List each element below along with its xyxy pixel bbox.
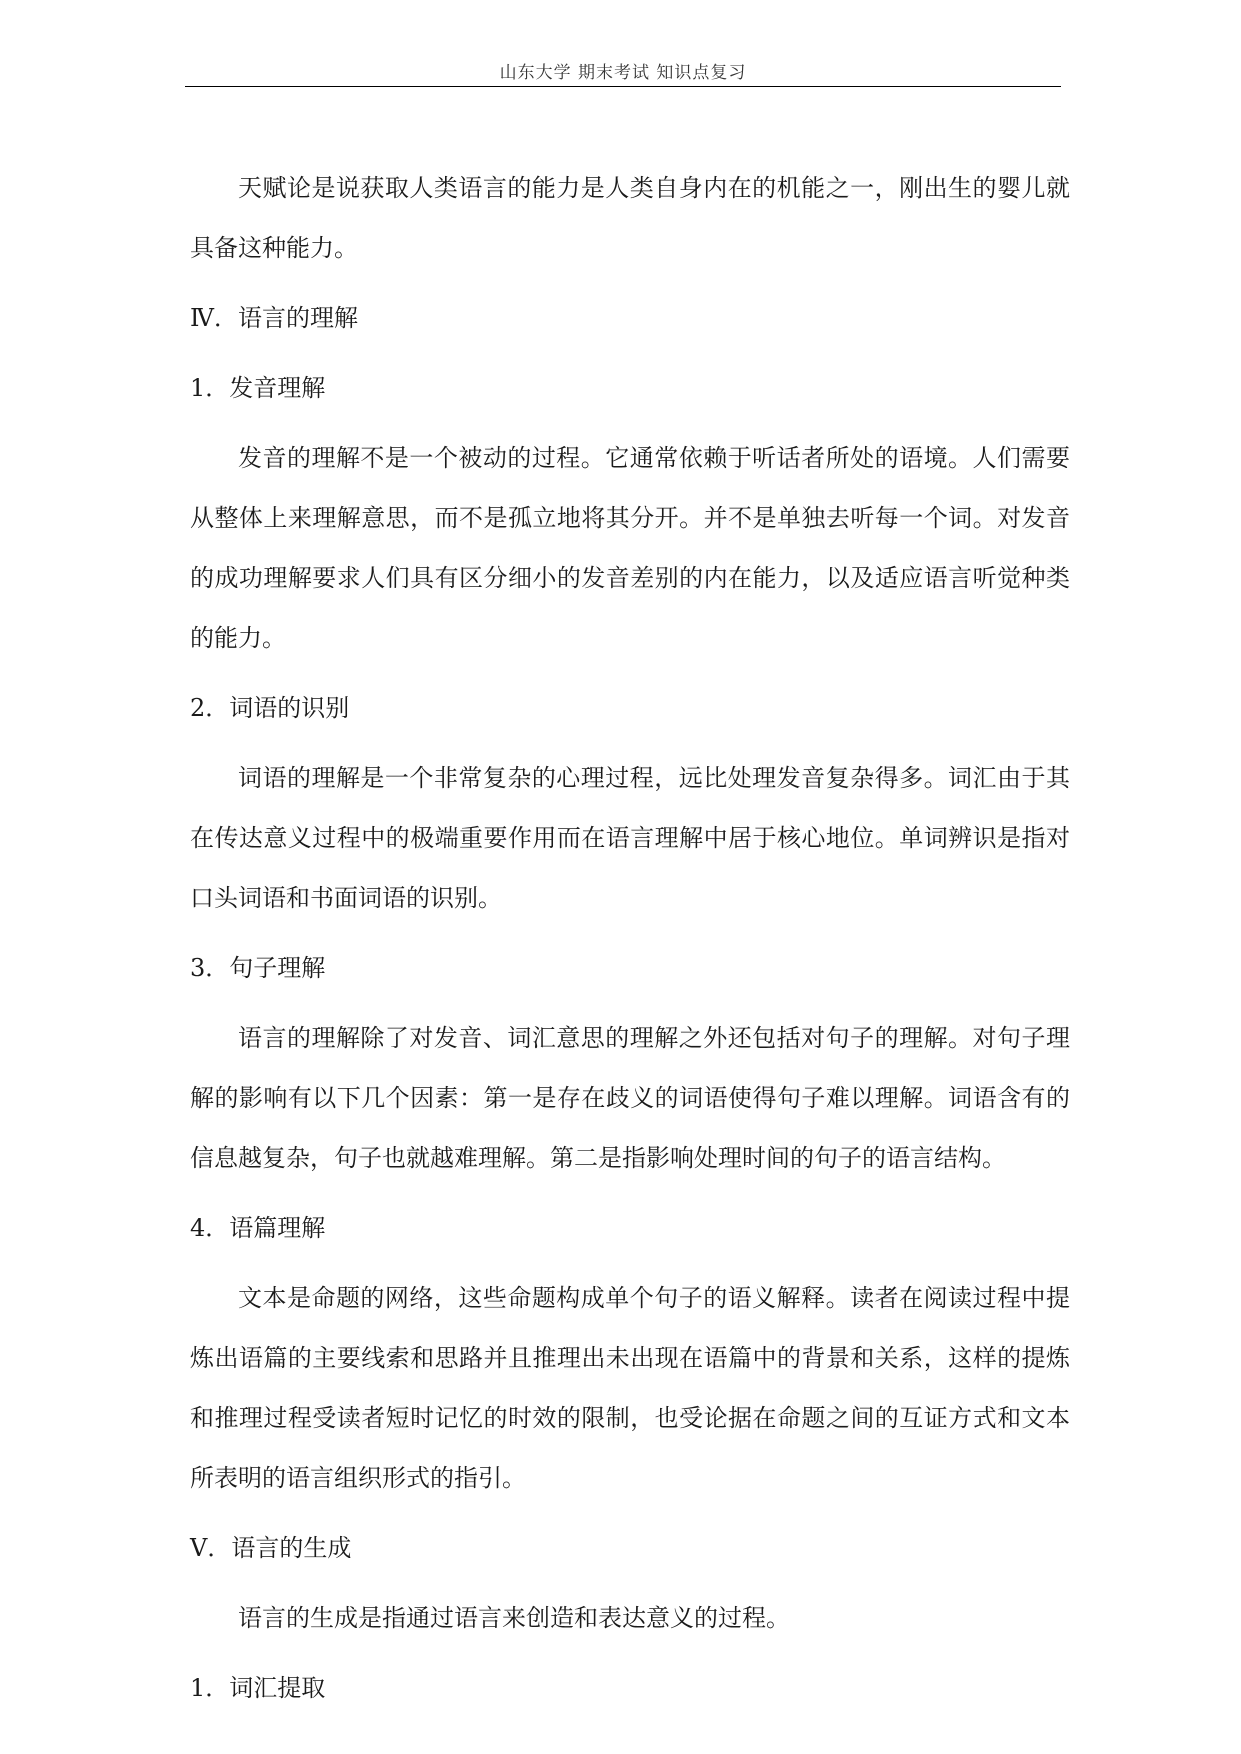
paragraph-sentence: 语言的理解除了对发音、词汇意思的理解之外还包括对句子的理解。对句子理解的影响有以下几个因素：第一是存在歧义的词语使得句子难以理解。词语含有的信息越复杂，句子也就越难理解。第二是指影响处理时间的句子的语言结构。 <box>190 1024 1070 1172</box>
document-body <box>190 158 1070 1718</box>
subheading-pronunciation: 1．发音理解 <box>190 374 326 402</box>
paragraph-word-recognition: 词语的理解是一个非常复杂的心理过程，远比处理发音复杂得多。词汇由于其在传达意义过程中的极端重要作用而在语言理解中居于核心地位。单词辨识是指对口头词语和书面词语的识别。 <box>190 764 1070 912</box>
section-heading-production: Ⅴ．语言的生成 <box>190 1534 352 1562</box>
subheading-sentence: 3．句子理解 <box>190 954 326 982</box>
subheading-word-recognition: 2．词语的识别 <box>190 694 350 722</box>
paragraph-production: 语言的生成是指通过语言来创造和表达意义的过程。 <box>238 1604 790 1632</box>
page-header <box>185 56 1061 87</box>
paragraph-pronunciation: 发音的理解不是一个被动的过程。它通常依赖于听话者所处的语境。人们需要从整体上来理解意思，而不是孤立地将其分开。并不是单独去听每一个词。对发音的成功理解要求人们具有区分细小的发音差别的内在能力，以及适应语言听觉种类的能力。 <box>190 444 1070 652</box>
subheading-discourse: 4．语篇理解 <box>190 1214 326 1242</box>
subheading-lexical-retrieval: 1．词汇提取 <box>190 1674 326 1702</box>
paragraph-discourse: 文本是命题的网络，这些命题构成单个句子的语义解释。读者在阅读过程中提炼出语篇的主要线索和思路并且推理出未出现在语篇中的背景和关系，这样的提炼和推理过程受读者短时记忆的时效的限制，也受论据在命题之间的互证方式和文本所表明的语言组织形式的指引。 <box>190 1284 1070 1492</box>
paragraph-innate-theory: 天赋论是说获取人类语言的能力是人类自身内在的机能之一，刚出生的婴儿就具备这种能力。 <box>190 174 1070 262</box>
header-title: 山东大学 期末考试 知识点复习 <box>499 63 747 83</box>
section-heading-comprehension: Ⅳ．语言的理解 <box>190 304 358 332</box>
